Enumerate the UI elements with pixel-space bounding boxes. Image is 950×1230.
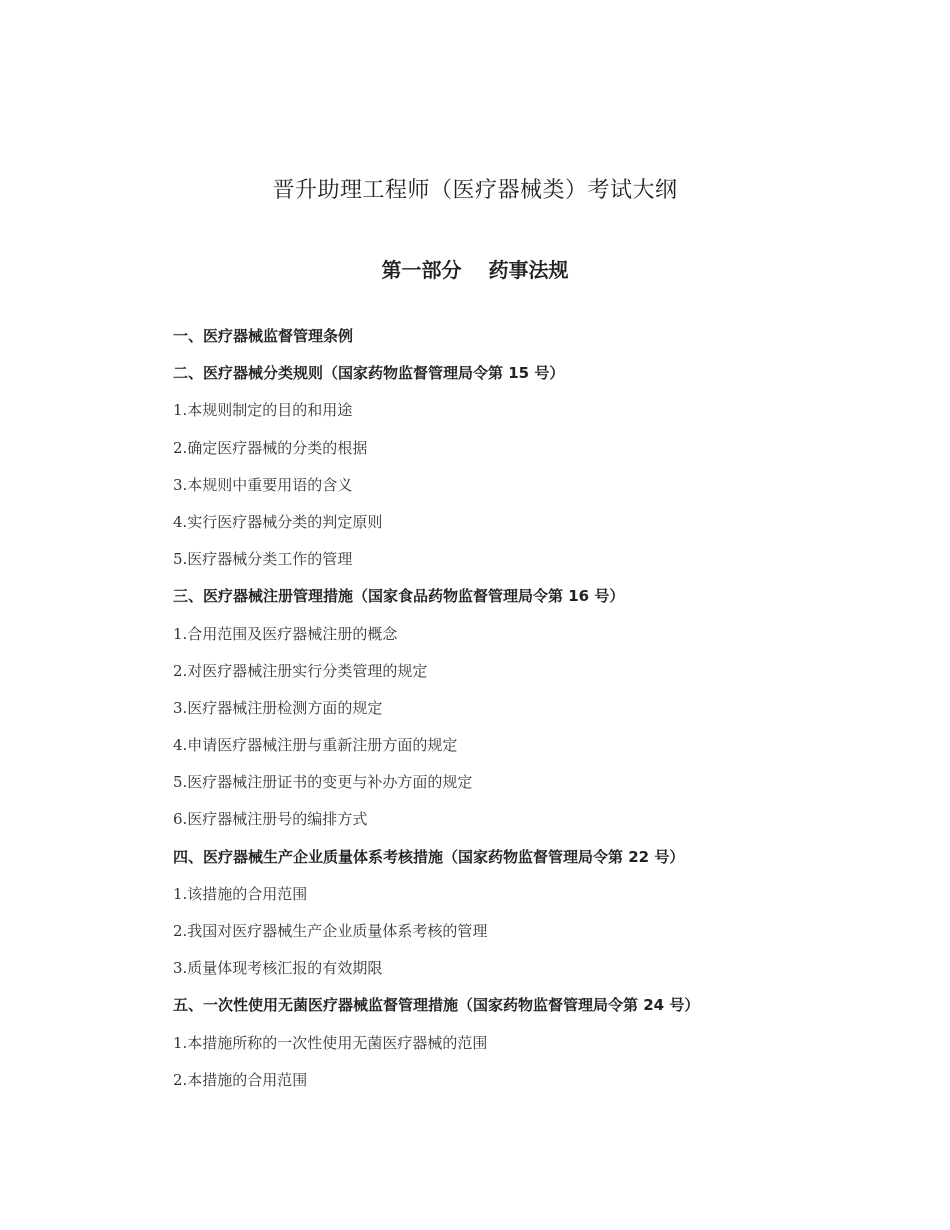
outline-item: 1.本规则制定的目的和用途 bbox=[173, 401, 353, 420]
outline-item: 1.合用范围及医疗器械注册的概念 bbox=[173, 624, 398, 643]
section-heading: 三、医疗器械注册管理措施（国家食品药物监督管理局令第 16 号） bbox=[173, 587, 625, 606]
outline-item: 5.医疗器械注册证书的变更与补办方面的规定 bbox=[173, 773, 473, 792]
outline-item: 4.申请医疗器械注册与重新注册方面的规定 bbox=[173, 736, 458, 755]
outline-item: 2.本措施的合用范围 bbox=[173, 1070, 308, 1089]
outline-item: 3.本规则中重要用语的含义 bbox=[173, 475, 353, 494]
outline-item: 1.本措施所称的一次性使用无菌医疗器械的范围 bbox=[173, 1033, 488, 1052]
outline-item: 4.实行医疗器械分类的判定原则 bbox=[173, 512, 383, 531]
outline-item: 1.该措施的合用范围 bbox=[173, 884, 308, 903]
outline-list bbox=[173, 324, 893, 1105]
outline-item: 3.医疗器械注册检测方面的规定 bbox=[173, 698, 383, 717]
outline-item: 2.确定医疗器械的分类的根据 bbox=[173, 438, 368, 457]
outline-item: 2.我国对医疗器械生产企业质量体系考核的管理 bbox=[173, 922, 488, 940]
outline-item: 2.对医疗器械注册实行分类管理的规定 bbox=[173, 661, 428, 680]
outline-item: 6.医疗器械注册号的编排方式 bbox=[173, 810, 368, 829]
outline-item: 3.质量体现考核汇报的有效期限 bbox=[173, 959, 383, 978]
part-title: 第一部分 药事法规 bbox=[381, 258, 569, 282]
section-heading: 五、一次性使用无菌医疗器械监督管理措施（国家药物监督管理局令第 24 号） bbox=[173, 996, 700, 1015]
section-heading: 一、医疗器械监督管理条例 bbox=[173, 327, 354, 345]
section-heading: 四、医疗器械生产企业质量体系考核措施（国家药物监督管理局令第 22 号） bbox=[173, 847, 685, 866]
document-title: 晋升助理工程师（医疗器械类）考试大纲 bbox=[272, 178, 678, 203]
section-heading: 二、医疗器械分类规则（国家药物监督管理局令第 15 号） bbox=[173, 364, 565, 383]
outline-item: 5.医疗器械分类工作的管理 bbox=[173, 550, 353, 569]
